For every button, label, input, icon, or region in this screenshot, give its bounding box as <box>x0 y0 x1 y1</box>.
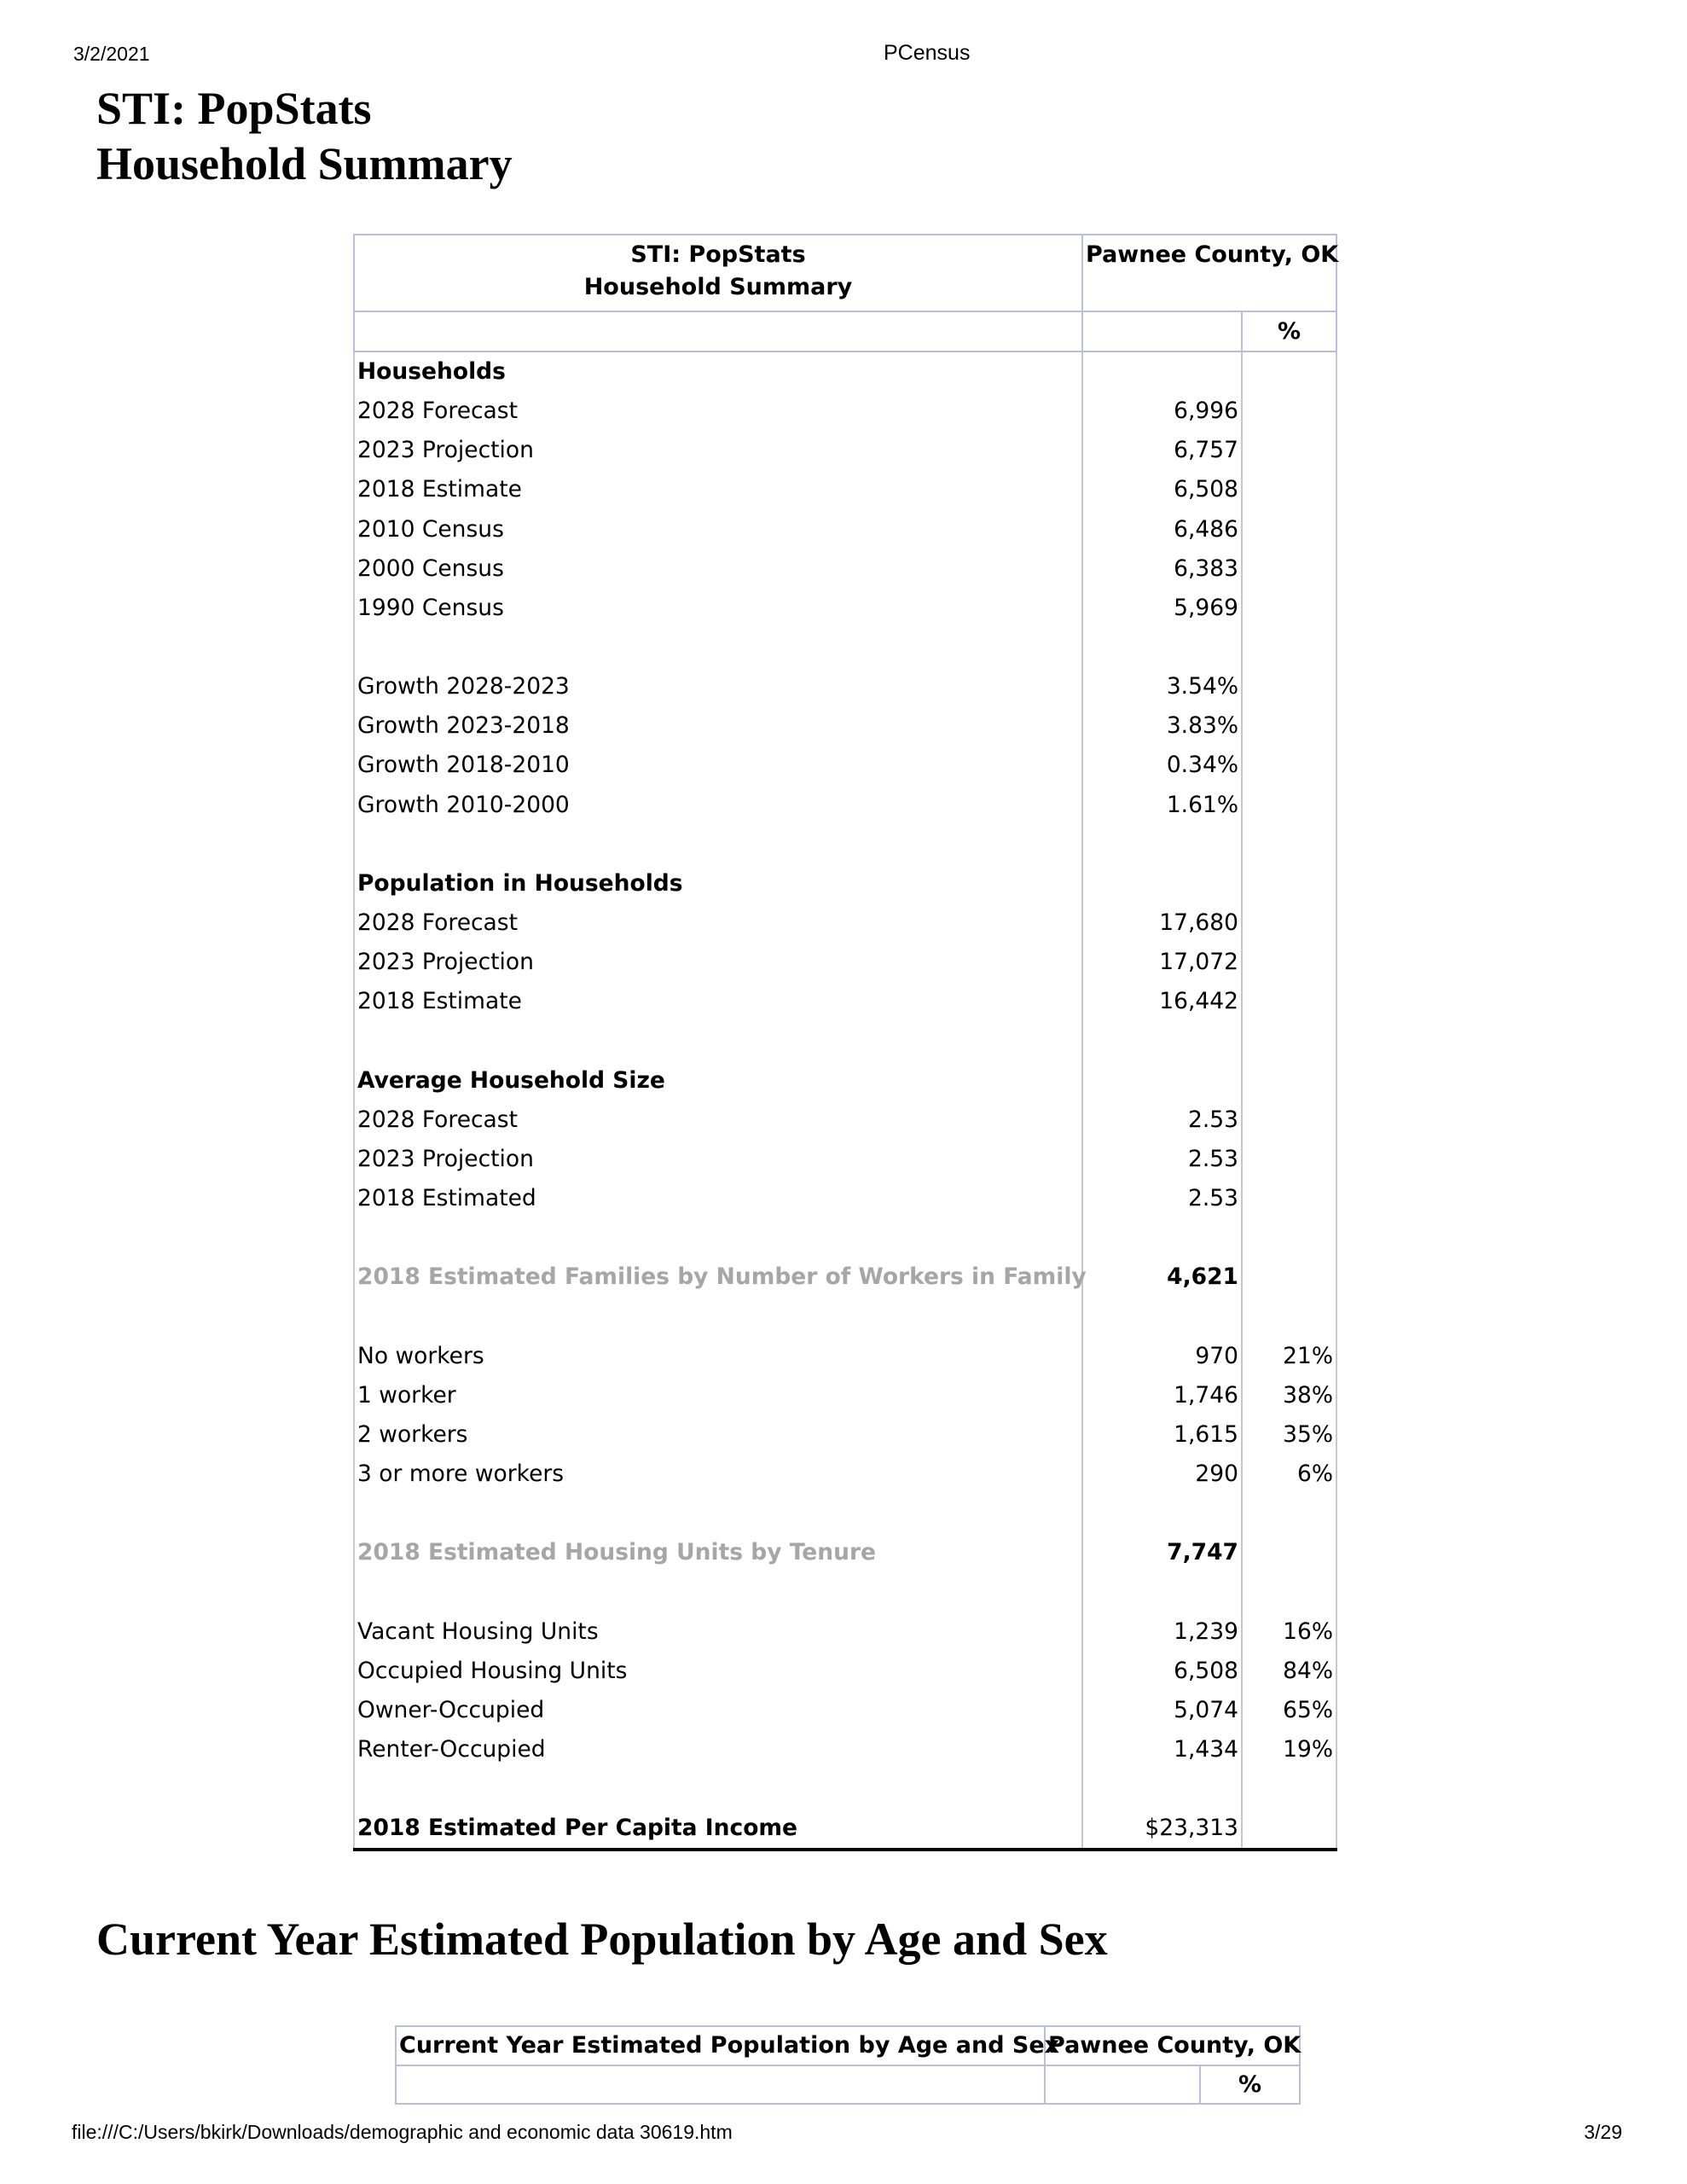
age-sex-header-area: Pawnee County, OK <box>1045 2026 1300 2065</box>
age-sex-subheader-row <box>396 2065 1300 2104</box>
row-value: 17,072 <box>1082 943 1242 982</box>
row-value <box>1082 351 1242 392</box>
print-footer-page-number: 3/29 <box>1584 2121 1622 2143</box>
row-percent <box>1242 1769 1336 1809</box>
row-label <box>354 1021 1082 1060</box>
row-value: 6,383 <box>1082 549 1242 589</box>
page-title <box>96 81 513 192</box>
row-value: 1,239 <box>1082 1612 1242 1652</box>
row-percent <box>1242 589 1336 628</box>
row-percent <box>1242 549 1336 589</box>
table-row <box>354 667 1336 706</box>
age-sex-header-row <box>396 2026 1300 2065</box>
row-value <box>1082 1061 1242 1101</box>
print-date: 3/2/2021 <box>73 43 150 65</box>
row-label: 2023 Projection <box>354 1140 1082 1179</box>
row-percent <box>1242 903 1336 943</box>
row-percent <box>1242 510 1336 549</box>
table-header-title <box>354 235 1082 311</box>
row-percent <box>1242 1061 1336 1101</box>
row-label: Occupied Housing Units <box>354 1652 1082 1691</box>
row-percent: 84% <box>1242 1652 1336 1691</box>
row-label: 2028 Forecast <box>354 392 1082 431</box>
row-percent <box>1242 1258 1336 1297</box>
spacer-row <box>354 1494 1336 1533</box>
row-label: 2028 Forecast <box>354 1101 1082 1140</box>
print-footer-url: file:///C:/Users/bkirk/Downloads/demographic and economic data 30619.htm <box>72 2121 733 2143</box>
row-percent <box>1242 1179 1336 1218</box>
household-summary-table <box>353 234 1337 1851</box>
row-value <box>1082 1572 1242 1612</box>
row-label: Growth 2010-2000 <box>354 786 1082 825</box>
row-label: 2018 Estimate <box>354 982 1082 1021</box>
row-label: 1 worker <box>354 1376 1082 1415</box>
table-row <box>354 943 1336 982</box>
row-value: 5,074 <box>1082 1691 1242 1730</box>
row-label: 2018 Estimate <box>354 470 1082 509</box>
row-value: 970 <box>1082 1337 1242 1376</box>
table-row <box>354 1415 1336 1455</box>
row-value <box>1082 1297 1242 1336</box>
section-total-row <box>354 1258 1336 1297</box>
table-row <box>354 982 1336 1021</box>
row-label <box>354 1572 1082 1612</box>
row-percent: 38% <box>1242 1376 1336 1415</box>
row-value: 1,615 <box>1082 1415 1242 1455</box>
spacer-row <box>354 1297 1336 1336</box>
row-value: 2.53 <box>1082 1179 1242 1218</box>
row-label <box>354 825 1082 864</box>
row-label: 2023 Projection <box>354 431 1082 470</box>
row-label: 2018 Estimated <box>354 1179 1082 1218</box>
row-value: 16,442 <box>1082 982 1242 1021</box>
row-label: 2010 Census <box>354 510 1082 549</box>
table-row <box>354 470 1336 509</box>
row-label: Growth 2028-2023 <box>354 667 1082 706</box>
table-row <box>354 1612 1336 1652</box>
row-label: 2018 Estimated Families by Number of Workers in Family <box>354 1258 1082 1297</box>
table-row <box>354 1455 1336 1494</box>
row-value: 3.54% <box>1082 667 1242 706</box>
print-page-title: PCensus <box>884 41 971 65</box>
table-row <box>354 431 1336 470</box>
row-percent <box>1242 351 1336 392</box>
row-value <box>1082 1494 1242 1533</box>
row-value <box>1082 864 1242 903</box>
row-percent <box>1242 1809 1336 1850</box>
row-percent: 65% <box>1242 1691 1336 1730</box>
row-percent <box>1242 1297 1336 1336</box>
row-label: 2018 Estimated Housing Units by Tenure <box>354 1533 1082 1572</box>
row-value <box>1082 1218 1242 1258</box>
row-percent <box>1242 392 1336 431</box>
row-value: 3.83% <box>1082 706 1242 746</box>
table-row <box>354 392 1336 431</box>
subheader-value-blank <box>1082 311 1242 351</box>
row-percent: 35% <box>1242 1415 1336 1455</box>
row-label: Population in Households <box>354 864 1082 903</box>
row-percent <box>1242 746 1336 785</box>
row-value <box>1082 825 1242 864</box>
row-percent: 21% <box>1242 1337 1336 1376</box>
row-percent <box>1242 1140 1336 1179</box>
row-percent <box>1242 1572 1336 1612</box>
row-label: Growth 2023-2018 <box>354 706 1082 746</box>
page-title-line1: STI: PopStats <box>96 83 372 134</box>
table-row <box>354 1140 1336 1179</box>
row-label: 2 workers <box>354 1415 1082 1455</box>
table-row <box>354 1730 1336 1769</box>
row-percent <box>1242 825 1336 864</box>
table-row <box>354 1179 1336 1218</box>
group-header-row <box>354 1061 1336 1101</box>
row-percent <box>1242 1218 1336 1258</box>
row-value: 6,486 <box>1082 510 1242 549</box>
row-percent <box>1242 864 1336 903</box>
row-percent <box>1242 1494 1336 1533</box>
row-label: 2000 Census <box>354 549 1082 589</box>
row-percent <box>1242 667 1336 706</box>
row-label <box>354 1297 1082 1336</box>
subheader-blank <box>354 311 1082 351</box>
row-percent <box>1242 982 1336 1021</box>
table-row <box>354 786 1336 825</box>
subheader-pct: % <box>1242 311 1336 351</box>
table-row <box>354 549 1336 589</box>
table-row <box>354 1101 1336 1140</box>
row-label <box>354 628 1082 667</box>
section-total-row <box>354 1533 1336 1572</box>
table-row <box>354 589 1336 628</box>
income-row <box>354 1809 1336 1850</box>
row-value: 4,621 <box>1082 1258 1242 1297</box>
row-label: Owner-Occupied <box>354 1691 1082 1730</box>
table-row <box>354 746 1336 785</box>
table-header-area: Pawnee County, OK <box>1082 235 1336 311</box>
row-label: Average Household Size <box>354 1061 1082 1101</box>
table-row <box>354 903 1336 943</box>
row-percent <box>1242 786 1336 825</box>
row-percent <box>1242 1533 1336 1572</box>
age-sex-header-title: Current Year Estimated Population by Age and Sex <box>396 2026 1045 2065</box>
row-percent: 6% <box>1242 1455 1336 1494</box>
row-label: 3 or more workers <box>354 1455 1082 1494</box>
row-value: $23,313 <box>1082 1809 1242 1850</box>
age-sex-subheader-pct: % <box>1200 2065 1300 2104</box>
row-label: Growth 2018-2010 <box>354 746 1082 785</box>
row-label: Households <box>354 351 1082 392</box>
row-value: 290 <box>1082 1455 1242 1494</box>
table-row <box>354 1337 1336 1376</box>
row-label: No workers <box>354 1337 1082 1376</box>
row-value: 1.61% <box>1082 786 1242 825</box>
group-header-row <box>354 864 1336 903</box>
group-header-row <box>354 351 1336 392</box>
row-value <box>1082 628 1242 667</box>
age-sex-table <box>395 2025 1301 2105</box>
spacer-row <box>354 1769 1336 1809</box>
row-label: 2018 Estimated Per Capita Income <box>354 1809 1082 1850</box>
row-value: 6,508 <box>1082 1652 1242 1691</box>
row-percent <box>1242 628 1336 667</box>
row-label <box>354 1494 1082 1533</box>
age-sex-subheader-blank <box>396 2065 1045 2104</box>
row-percent <box>1242 706 1336 746</box>
row-value: 2.53 <box>1082 1140 1242 1179</box>
spacer-row <box>354 825 1336 864</box>
row-value: 1,434 <box>1082 1730 1242 1769</box>
row-percent <box>1242 943 1336 982</box>
spacer-row <box>354 1572 1336 1612</box>
table-row <box>354 1691 1336 1730</box>
row-value: 0.34% <box>1082 746 1242 785</box>
row-label: 1990 Census <box>354 589 1082 628</box>
table-row <box>354 1652 1336 1691</box>
row-value: 17,680 <box>1082 903 1242 943</box>
age-sex-subheader-value-blank <box>1045 2065 1200 2104</box>
row-percent <box>1242 431 1336 470</box>
table-header-title-line1: STI: PopStats <box>630 241 806 268</box>
section-title-age-sex: Current Year Estimated Population by Age and Sex <box>96 1914 1108 1965</box>
row-value: 5,969 <box>1082 589 1242 628</box>
row-label <box>354 1218 1082 1258</box>
row-label: 2028 Forecast <box>354 903 1082 943</box>
table-header-title-line2: Household Summary <box>583 274 853 300</box>
row-value <box>1082 1021 1242 1060</box>
table-header-row <box>354 235 1336 311</box>
table-row <box>354 706 1336 746</box>
row-label: Vacant Housing Units <box>354 1612 1082 1652</box>
row-percent: 19% <box>1242 1730 1336 1769</box>
row-value: 6,996 <box>1082 392 1242 431</box>
row-value: 6,757 <box>1082 431 1242 470</box>
spacer-row <box>354 1021 1336 1060</box>
spacer-row <box>354 1218 1336 1258</box>
row-value: 1,746 <box>1082 1376 1242 1415</box>
page-title-line2: Household Summary <box>96 138 513 189</box>
row-value: 2.53 <box>1082 1101 1242 1140</box>
table-subheader-row <box>354 311 1336 351</box>
row-percent: 16% <box>1242 1612 1336 1652</box>
row-percent <box>1242 470 1336 509</box>
row-value <box>1082 1769 1242 1809</box>
row-label: 2023 Projection <box>354 943 1082 982</box>
row-label <box>354 1769 1082 1809</box>
row-value: 6,508 <box>1082 470 1242 509</box>
row-label: Renter-Occupied <box>354 1730 1082 1769</box>
spacer-row <box>354 628 1336 667</box>
table-row <box>354 510 1336 549</box>
row-value: 7,747 <box>1082 1533 1242 1572</box>
row-percent <box>1242 1101 1336 1140</box>
table-row <box>354 1376 1336 1415</box>
row-percent <box>1242 1021 1336 1060</box>
